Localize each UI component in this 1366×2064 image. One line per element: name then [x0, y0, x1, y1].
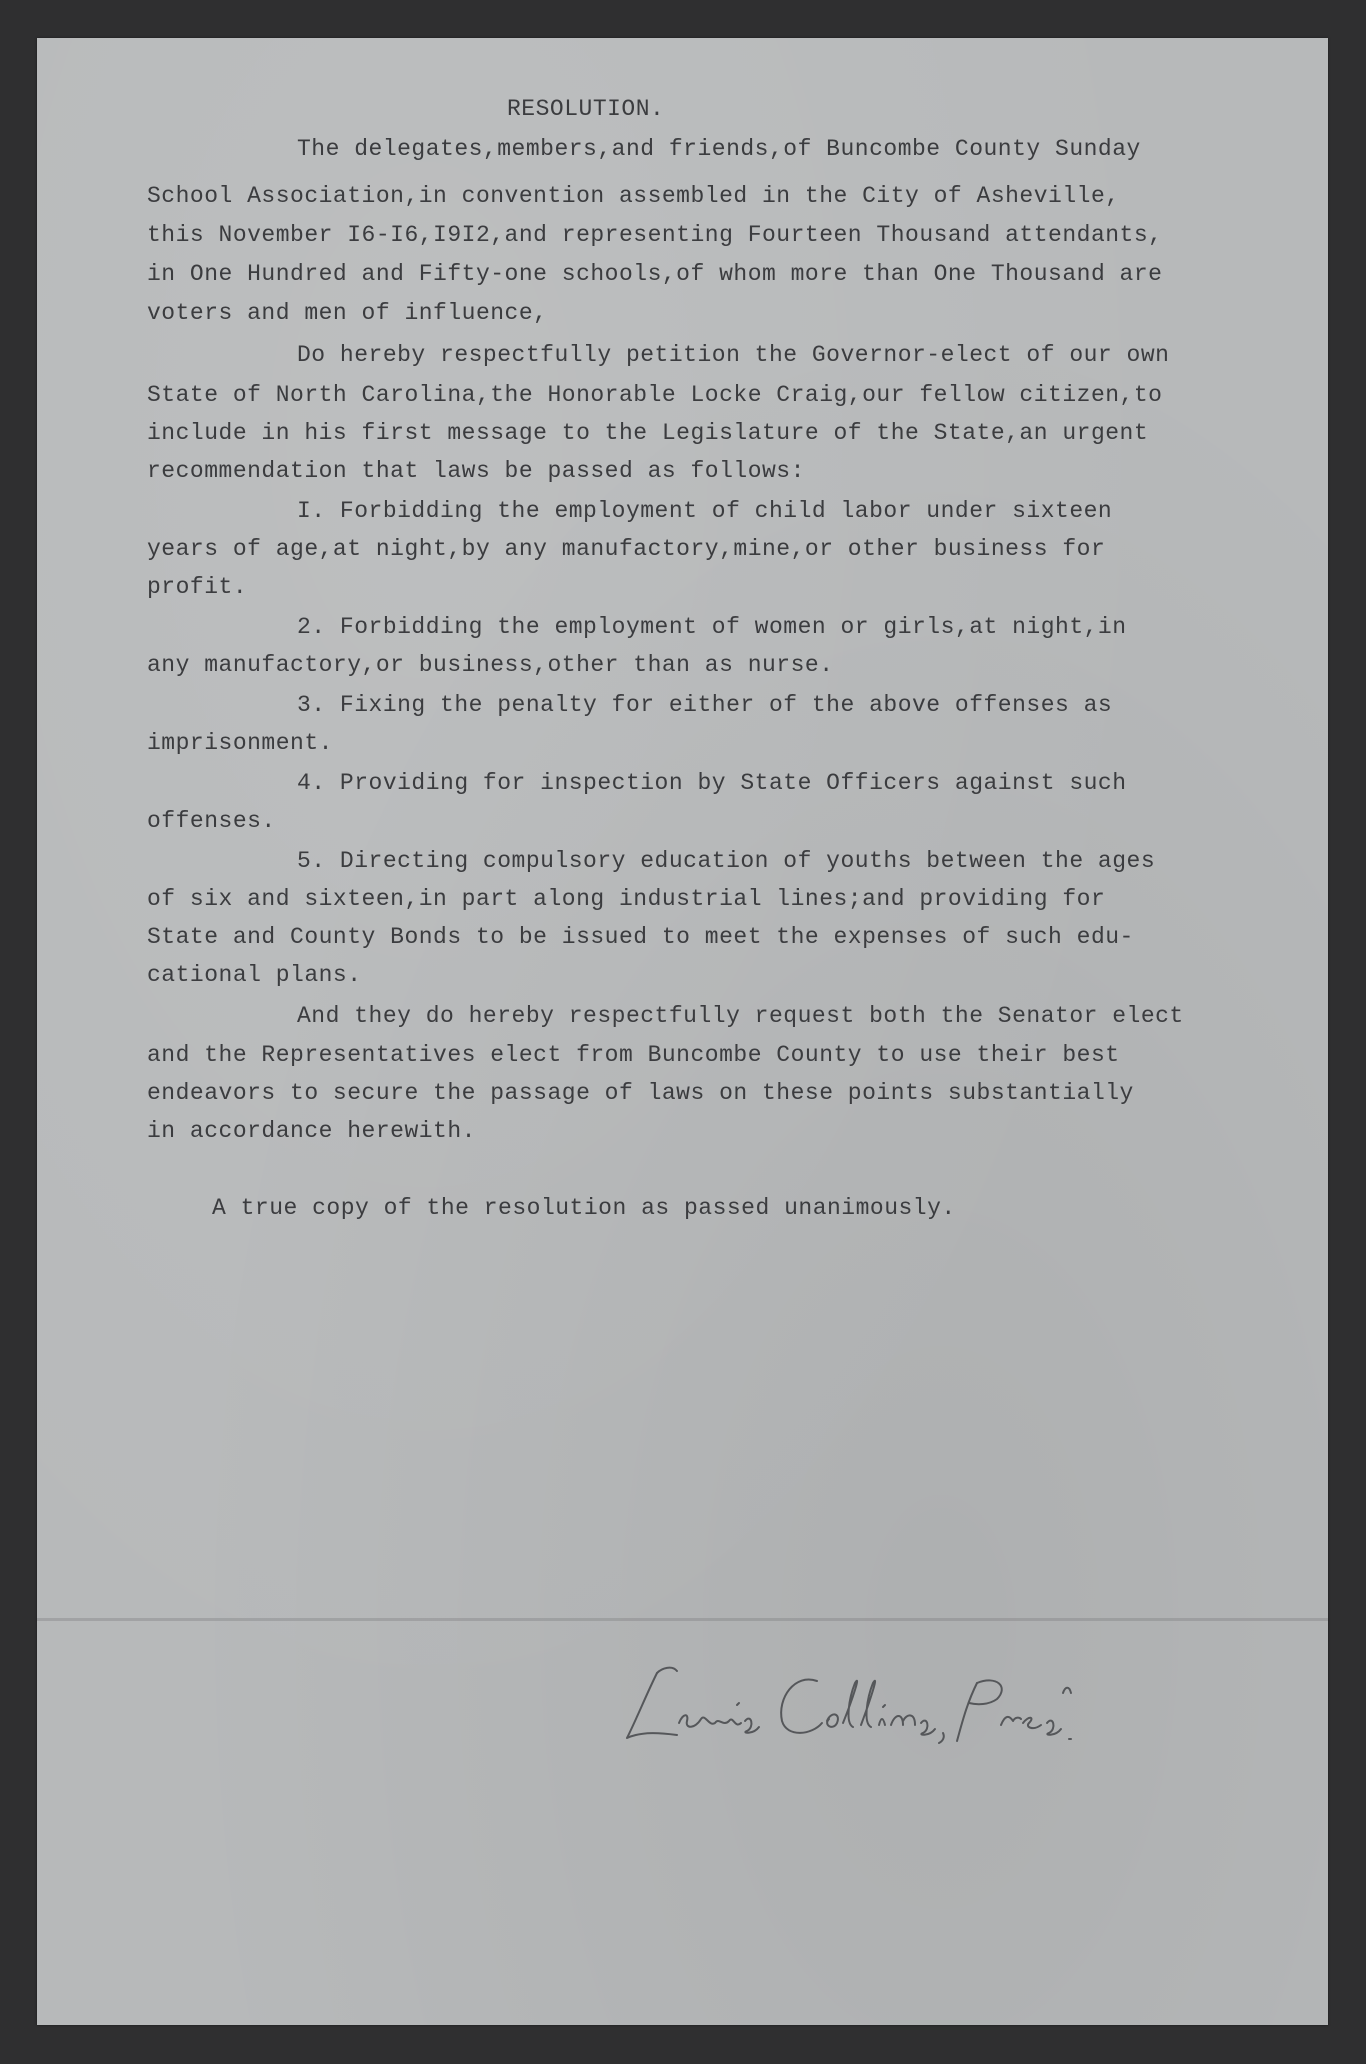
- paragraph-1-line-5: voters and men of influence,: [147, 300, 548, 326]
- item-3-line-1: 3. Fixing the penalty for either of the above offenses as: [297, 692, 1113, 718]
- paragraph-1-line-1: The delegates,members,and friends,of Buncombe County Sunday: [297, 136, 1141, 162]
- paper-fold-line: [37, 1618, 1328, 1621]
- item-5-line-3: State and County Bonds to be issued to meet the expenses of such edu-: [147, 924, 1134, 950]
- item-1-line-3: profit.: [147, 574, 248, 600]
- item-1-line-1: I. Forbidding the employment of child labor under sixteen: [297, 498, 1113, 524]
- paragraph-1-line-4: in One Hundred and Fifty-one schools,of whom more than One Thousand are: [147, 261, 1163, 287]
- signature-image: [617, 1643, 1157, 1753]
- document-title: RESOLUTION.: [507, 96, 665, 122]
- closing-line-1: And they do hereby respectfully request both the Senator elect: [297, 1003, 1184, 1029]
- paragraph-2-line-3: include in his first message to the Legislature of the State,an urgent: [147, 420, 1149, 446]
- item-2-line-2: any manufactory,or business,other than as nurse.: [147, 652, 834, 678]
- item-1-line-2: years of age,at night,by any manufactory,mine,or other business for: [147, 536, 1106, 562]
- paragraph-2-line-1: Do hereby respectfully petition the Governor-elect of our own: [297, 342, 1170, 368]
- paragraph-2-line-2: State of North Carolina,the Honorable Locke Craig,our fellow citizen,to: [147, 382, 1163, 408]
- attestation-line: A true copy of the resolution as passed unanimously.: [212, 1195, 956, 1221]
- item-2-line-1: 2. Forbidding the employment of women or girls,at night,in: [297, 614, 1127, 640]
- paragraph-1-line-3: this November I6-I6,I9I2,and representing Fourteen Thousand attendants,: [147, 222, 1163, 248]
- item-5-line-2: of six and sixteen,in part along industrial lines;and providing for: [147, 886, 1106, 912]
- item-5-line-1: 5. Directing compulsory education of youths between the ages: [297, 848, 1156, 874]
- item-4-line-1: 4. Providing for inspection by State Officers against such: [297, 770, 1127, 796]
- closing-line-3: endeavors to secure the passage of laws on these points substantially: [147, 1080, 1134, 1106]
- document-page: [37, 38, 1328, 2025]
- closing-line-2: and the Representatives elect from Buncombe County to use their best: [147, 1042, 1120, 1068]
- closing-line-4: in accordance herewith.: [147, 1118, 476, 1144]
- item-3-line-2: imprisonment.: [147, 730, 333, 756]
- paragraph-1-line-2: School Association,in convention assembled in the City of Asheville,: [147, 183, 1120, 209]
- paragraph-2-line-4: recommendation that laws be passed as follows:: [147, 458, 805, 484]
- item-5-line-4: cational plans.: [147, 962, 362, 988]
- item-4-line-2: offenses.: [147, 808, 276, 834]
